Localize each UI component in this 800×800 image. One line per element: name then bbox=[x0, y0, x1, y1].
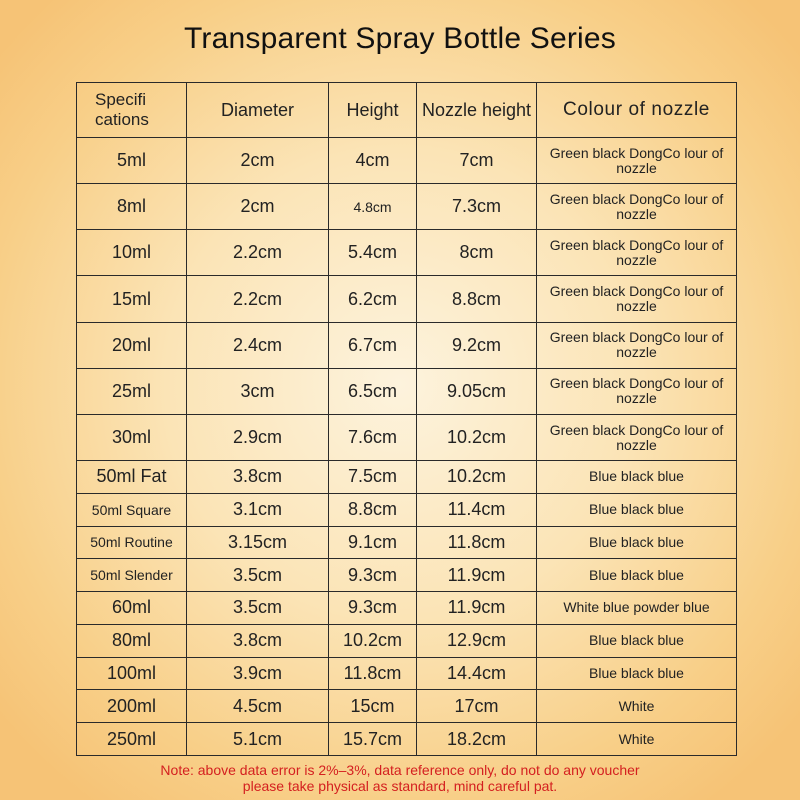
diameter-cell: 2cm bbox=[187, 138, 329, 184]
nozzle-height-cell: 11.8cm bbox=[417, 526, 537, 559]
table-row bbox=[77, 559, 737, 592]
colour-cell: Blue black blue bbox=[537, 624, 737, 657]
nozzle-height-cell: 7cm bbox=[417, 138, 537, 184]
height-cell: 9.1cm bbox=[329, 526, 417, 559]
header-specifications: Specifi cations bbox=[77, 83, 187, 138]
table-row bbox=[77, 592, 737, 625]
table-row bbox=[77, 322, 737, 368]
colour-cell: Green black DongCo lour of nozzle bbox=[537, 322, 737, 368]
table-row bbox=[77, 368, 737, 414]
height-cell: 7.6cm bbox=[329, 414, 417, 460]
nozzle-height-cell: 10.2cm bbox=[417, 461, 537, 494]
header-colour-of-nozzle: Colour of nozzle bbox=[537, 83, 737, 138]
nozzle-height-cell: 8cm bbox=[417, 230, 537, 276]
table-row bbox=[77, 230, 737, 276]
colour-cell: Blue black blue bbox=[537, 657, 737, 690]
note-line-1: Note: above data error is 2%–3%, data reference only, do not do any voucher bbox=[160, 762, 640, 778]
colour-cell: Blue black blue bbox=[537, 526, 737, 559]
colour-cell: White blue powder blue bbox=[537, 592, 737, 625]
diameter-cell: 2.4cm bbox=[187, 322, 329, 368]
height-cell: 6.2cm bbox=[329, 276, 417, 322]
spec-cell: 8ml bbox=[77, 184, 187, 230]
nozzle-height-cell: 7.3cm bbox=[417, 184, 537, 230]
height-cell: 8.8cm bbox=[329, 493, 417, 526]
table-row bbox=[77, 493, 737, 526]
diameter-cell: 2.2cm bbox=[187, 276, 329, 322]
diameter-cell: 2.2cm bbox=[187, 230, 329, 276]
spec-cell: 100ml bbox=[77, 657, 187, 690]
nozzle-height-cell: 14.4cm bbox=[417, 657, 537, 690]
header-diameter: Diameter bbox=[187, 83, 329, 138]
diameter-cell: 3.5cm bbox=[187, 559, 329, 592]
diameter-cell: 3.15cm bbox=[187, 526, 329, 559]
colour-cell: Blue black blue bbox=[537, 493, 737, 526]
colour-cell: Blue black blue bbox=[537, 461, 737, 494]
table-row bbox=[77, 184, 737, 230]
note-line-2: please take physical as standard, mind careful pat. bbox=[242, 778, 558, 794]
nozzle-height-cell: 11.9cm bbox=[417, 592, 537, 625]
colour-cell: Green black DongCo lour of nozzle bbox=[537, 414, 737, 460]
table-header-row bbox=[77, 83, 737, 138]
table-row bbox=[77, 138, 737, 184]
table-row bbox=[77, 526, 737, 559]
nozzle-height-cell: 11.4cm bbox=[417, 493, 537, 526]
disclaimer-note bbox=[0, 762, 800, 794]
colour-cell: Green black DongCo lour of nozzle bbox=[537, 184, 737, 230]
diameter-cell: 3.8cm bbox=[187, 624, 329, 657]
colour-cell: White bbox=[537, 690, 737, 723]
diameter-cell: 3.8cm bbox=[187, 461, 329, 494]
colour-cell: Green black DongCo lour of nozzle bbox=[537, 368, 737, 414]
table-row bbox=[77, 690, 737, 723]
height-cell: 9.3cm bbox=[329, 559, 417, 592]
height-cell: 10.2cm bbox=[329, 624, 417, 657]
height-cell: 7.5cm bbox=[329, 461, 417, 494]
diameter-cell: 2.9cm bbox=[187, 414, 329, 460]
height-cell: 15.7cm bbox=[329, 723, 417, 756]
colour-cell: Green black DongCo lour of nozzle bbox=[537, 138, 737, 184]
spec-cell: 25ml bbox=[77, 368, 187, 414]
header-nozzle-height: Nozzle height bbox=[417, 83, 537, 138]
diameter-cell: 4.5cm bbox=[187, 690, 329, 723]
height-cell: 6.5cm bbox=[329, 368, 417, 414]
diameter-cell: 3cm bbox=[187, 368, 329, 414]
nozzle-height-cell: 11.9cm bbox=[417, 559, 537, 592]
height-cell: 11.8cm bbox=[329, 657, 417, 690]
spec-cell: 10ml bbox=[77, 230, 187, 276]
colour-cell: Blue black blue bbox=[537, 559, 737, 592]
page-title: Transparent Spray Bottle Series bbox=[184, 22, 616, 55]
spec-cell: 250ml bbox=[77, 723, 187, 756]
nozzle-height-cell: 12.9cm bbox=[417, 624, 537, 657]
diameter-cell: 2cm bbox=[187, 184, 329, 230]
spec-cell: 200ml bbox=[77, 690, 187, 723]
spec-cell: 50ml Fat bbox=[77, 461, 187, 494]
height-cell: 15cm bbox=[329, 690, 417, 723]
nozzle-height-cell: 18.2cm bbox=[417, 723, 537, 756]
spec-cell: 50ml Routine bbox=[77, 526, 187, 559]
spec-cell: 50ml Slender bbox=[77, 559, 187, 592]
colour-cell: Green black DongCo lour of nozzle bbox=[537, 230, 737, 276]
height-cell: 4.8cm bbox=[329, 184, 417, 230]
spec-cell: 5ml bbox=[77, 138, 187, 184]
nozzle-height-cell: 8.8cm bbox=[417, 276, 537, 322]
header-height: Height bbox=[329, 83, 417, 138]
nozzle-height-cell: 9.05cm bbox=[417, 368, 537, 414]
nozzle-height-cell: 9.2cm bbox=[417, 322, 537, 368]
spec-cell: 80ml bbox=[77, 624, 187, 657]
spec-cell: 20ml bbox=[77, 322, 187, 368]
table-row bbox=[77, 624, 737, 657]
table-row bbox=[77, 461, 737, 494]
spec-cell: 15ml bbox=[77, 276, 187, 322]
colour-cell: White bbox=[537, 723, 737, 756]
height-cell: 5.4cm bbox=[329, 230, 417, 276]
nozzle-height-cell: 10.2cm bbox=[417, 414, 537, 460]
diameter-cell: 3.5cm bbox=[187, 592, 329, 625]
table-row bbox=[77, 657, 737, 690]
spec-cell: 60ml bbox=[77, 592, 187, 625]
spec-cell: 30ml bbox=[77, 414, 187, 460]
table-row bbox=[77, 414, 737, 460]
diameter-cell: 5.1cm bbox=[187, 723, 329, 756]
diameter-cell: 3.9cm bbox=[187, 657, 329, 690]
nozzle-height-cell: 17cm bbox=[417, 690, 537, 723]
table-row bbox=[77, 723, 737, 756]
height-cell: 6.7cm bbox=[329, 322, 417, 368]
diameter-cell: 3.1cm bbox=[187, 493, 329, 526]
spec-cell: 50ml Square bbox=[77, 493, 187, 526]
spec-table bbox=[76, 82, 737, 756]
height-cell: 4cm bbox=[329, 138, 417, 184]
table-row bbox=[77, 276, 737, 322]
height-cell: 9.3cm bbox=[329, 592, 417, 625]
colour-cell: Green black DongCo lour of nozzle bbox=[537, 276, 737, 322]
